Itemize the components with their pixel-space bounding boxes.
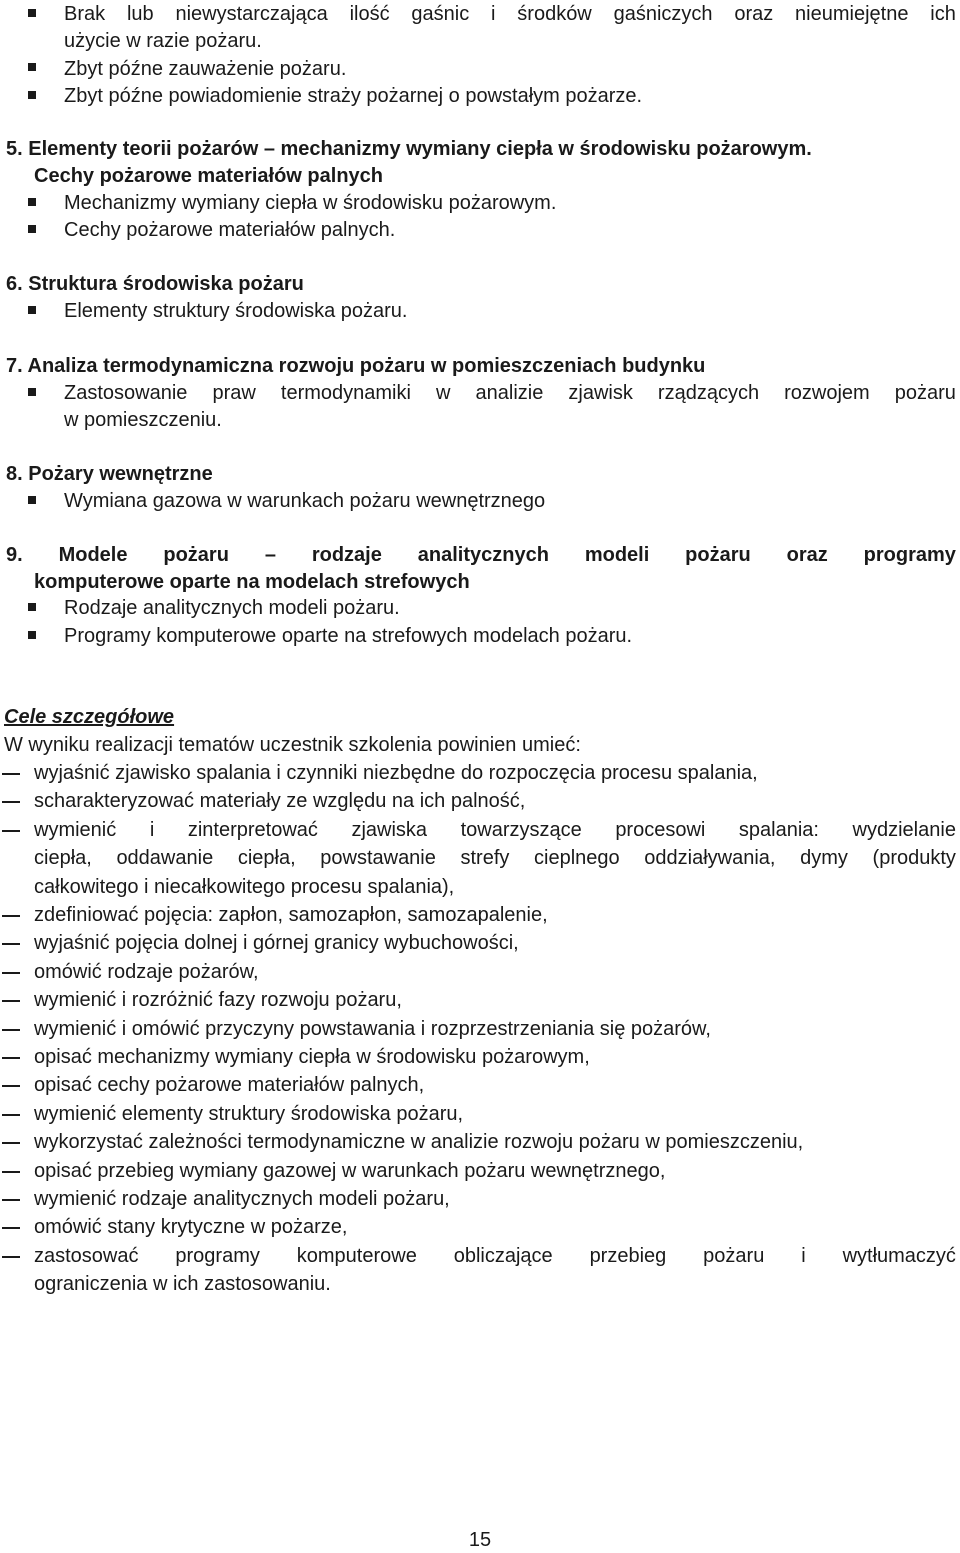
list-item (64, 0, 956, 28)
word: rządzących (657, 382, 760, 404)
word: i (801, 1245, 806, 1267)
word: środków (517, 3, 592, 25)
goal-item: wyjaśnić pojęcia dolnej i górnej granicy wybuchowości, (34, 932, 519, 954)
section-heading: 5. Elementy teorii pożarów – mechanizmy wymiany ciepła w środowisku pożarowym. (6, 138, 812, 160)
goal-item: omówić stany krytyczne w pożarze, (34, 1216, 348, 1238)
square-bullet-icon (28, 306, 36, 314)
word: pożaru (163, 544, 229, 566)
list-item-continuation: w pomieszczeniu. (64, 409, 222, 431)
goal-item: zdefiniować pojęcia: zapłon, samozapłon, samozapalenie, (34, 904, 548, 926)
word: oraz (734, 3, 774, 25)
list-item: Mechanizmy wymiany ciepła w środowisku pożarowym. (64, 192, 557, 214)
word: oddawanie (116, 847, 214, 869)
dash-bullet-icon (2, 1029, 20, 1031)
word: wytłumaczyć (842, 1245, 956, 1267)
dash-bullet-icon (2, 943, 20, 945)
word: rozwojem (784, 382, 870, 404)
section-heading-continuation: Cechy pożarowe materiałów palnych (34, 165, 383, 187)
section-heading: 7. Analiza termodynamiczna rozwoju pożaru w pomieszczeniach budynku (6, 355, 706, 377)
goals-intro: W wyniku realizacji tematów uczestnik szkolenia powinien umieć: (4, 734, 581, 756)
word: gaśnic (411, 3, 470, 25)
word: nieumiejętne (795, 3, 909, 25)
dash-bullet-icon (2, 830, 20, 832)
word: oraz (786, 544, 828, 566)
word: i (149, 819, 155, 841)
word: lub (126, 3, 154, 25)
word: oddziaływania, (644, 847, 776, 869)
word: komputerowe (296, 1245, 417, 1267)
dash-bullet-icon (2, 1085, 20, 1087)
page-number: 15 (468, 1529, 492, 1551)
word: Zastosowanie (64, 382, 188, 404)
square-bullet-icon (28, 198, 36, 206)
word: wymienić (34, 819, 117, 841)
list-item: Rodzaje analitycznych modeli pożaru. (64, 597, 400, 619)
dash-bullet-icon (2, 1114, 20, 1116)
dash-bullet-icon (2, 1171, 20, 1173)
list-item: Programy komputerowe oparte na strefowych modelach pożaru. (64, 625, 633, 647)
word: Modele (58, 544, 128, 566)
word: (produkty (872, 847, 956, 869)
word: przebieg (589, 1245, 667, 1267)
word: cieplnego (534, 847, 620, 869)
dash-bullet-icon (2, 1142, 20, 1144)
list-item: Zbyt późne powiadomienie straży pożarnej o powstałym pożarze. (64, 85, 643, 107)
word: wydzielanie (852, 819, 956, 841)
word: gaśniczych (613, 3, 713, 25)
section-heading-continuation: komputerowe oparte na modelach strefowych (34, 571, 470, 593)
word: ich (930, 3, 956, 25)
goal-item: opisać cechy pożarowe materiałów palnych, (34, 1074, 425, 1096)
word: spalania: (738, 819, 819, 841)
list-item-continuation: użycie w razie pożaru. (64, 30, 262, 52)
word: pożaru (894, 382, 956, 404)
goal-item-continuation: ograniczenia w ich zastosowaniu. (34, 1273, 331, 1295)
goal-item-continuation (34, 844, 956, 872)
list-item (64, 379, 956, 407)
goal-item: wymienić elementy struktury środowiska pożaru, (34, 1103, 464, 1125)
list-item: Wymiana gazowa w warunkach pożaru wewnętrznego (64, 490, 546, 512)
list-item: Cechy pożarowe materiałów palnych. (64, 219, 396, 241)
square-bullet-icon (28, 496, 36, 504)
goal-item: opisać mechanizmy wymiany ciepła w środowisku pożarowym, (34, 1046, 590, 1068)
word: zjawiska (351, 819, 428, 841)
word: termodynamiki (280, 382, 411, 404)
goal-item (34, 1242, 956, 1270)
square-bullet-icon (28, 91, 36, 99)
square-bullet-icon (28, 603, 36, 611)
dash-bullet-icon (2, 915, 20, 917)
list-item: Zbyt późne zauważenie pożaru. (64, 58, 347, 80)
square-bullet-icon (28, 631, 36, 639)
word: powstawanie (320, 847, 436, 869)
square-bullet-icon (28, 225, 36, 233)
dash-bullet-icon (2, 773, 20, 775)
goal-item: wymienić rodzaje analitycznych modeli pożaru, (34, 1188, 450, 1210)
word: programy (175, 1245, 260, 1267)
section-heading: 8. Pożary wewnętrzne (6, 463, 213, 485)
word: praw (212, 382, 256, 404)
goal-item: wyjaśnić zjawisko spalania i czynniki niezbędne do rozpoczęcia procesu spalania, (34, 762, 758, 784)
word: obliczające (453, 1245, 553, 1267)
word: zastosować (34, 1245, 139, 1267)
square-bullet-icon (28, 9, 36, 17)
word: – (264, 544, 276, 566)
word: programy (863, 544, 956, 566)
word: procesowi (615, 819, 706, 841)
goal-item: opisać przebieg wymiany gazowej w warunkach pożaru wewnętrznego, (34, 1160, 666, 1182)
word: zjawisk (568, 382, 633, 404)
square-bullet-icon (28, 388, 36, 396)
word: zinterpretować (187, 819, 318, 841)
goal-item: wymienić i rozróżnić fazy rozwoju pożaru, (34, 989, 402, 1011)
word: towarzyszące (460, 819, 582, 841)
word: 9. (6, 544, 23, 566)
goal-item-continuation: całkowitego i niecałkowitego procesu spalania), (34, 876, 455, 898)
word: i (491, 3, 496, 25)
word: pożaru (685, 544, 751, 566)
word: analitycznych (417, 544, 549, 566)
dash-bullet-icon (2, 1000, 20, 1002)
goal-item (34, 816, 956, 844)
section-heading: 6. Struktura środowiska pożaru (6, 273, 304, 295)
word: rodzaje (311, 544, 382, 566)
word: ilość (349, 3, 390, 25)
word: niewystarczająca (175, 3, 328, 25)
square-bullet-icon (28, 63, 36, 71)
dash-bullet-icon (2, 1057, 20, 1059)
word: pożaru (703, 1245, 765, 1267)
word: dymy (800, 847, 848, 869)
dash-bullet-icon (2, 801, 20, 803)
word: ciepła, (34, 847, 92, 869)
dash-bullet-icon (2, 972, 20, 974)
goal-item: omówić rodzaje pożarów, (34, 961, 259, 983)
word: ciepła, (237, 847, 296, 869)
word: Brak (64, 3, 106, 25)
word: w (436, 382, 451, 404)
word: analizie (475, 382, 544, 404)
word: strefy (460, 847, 510, 869)
goals-heading: Cele szczegółowe (4, 706, 175, 728)
goal-item: wymienić i omówić przyczyny powstawania i rozprzestrzeniania się pożarów, (34, 1018, 711, 1040)
dash-bullet-icon (2, 1199, 20, 1201)
goal-item: scharakteryzować materiały ze względu na ich palność, (34, 790, 526, 812)
section-heading (6, 541, 956, 569)
dash-bullet-icon (2, 1227, 20, 1229)
dash-bullet-icon (2, 1256, 20, 1258)
list-item: Elementy struktury środowiska pożaru. (64, 300, 408, 322)
word: modeli (584, 544, 650, 566)
goal-item: wykorzystać zależności termodynamiczne w analizie rozwoju pożaru w pomieszczeniu, (34, 1131, 804, 1153)
